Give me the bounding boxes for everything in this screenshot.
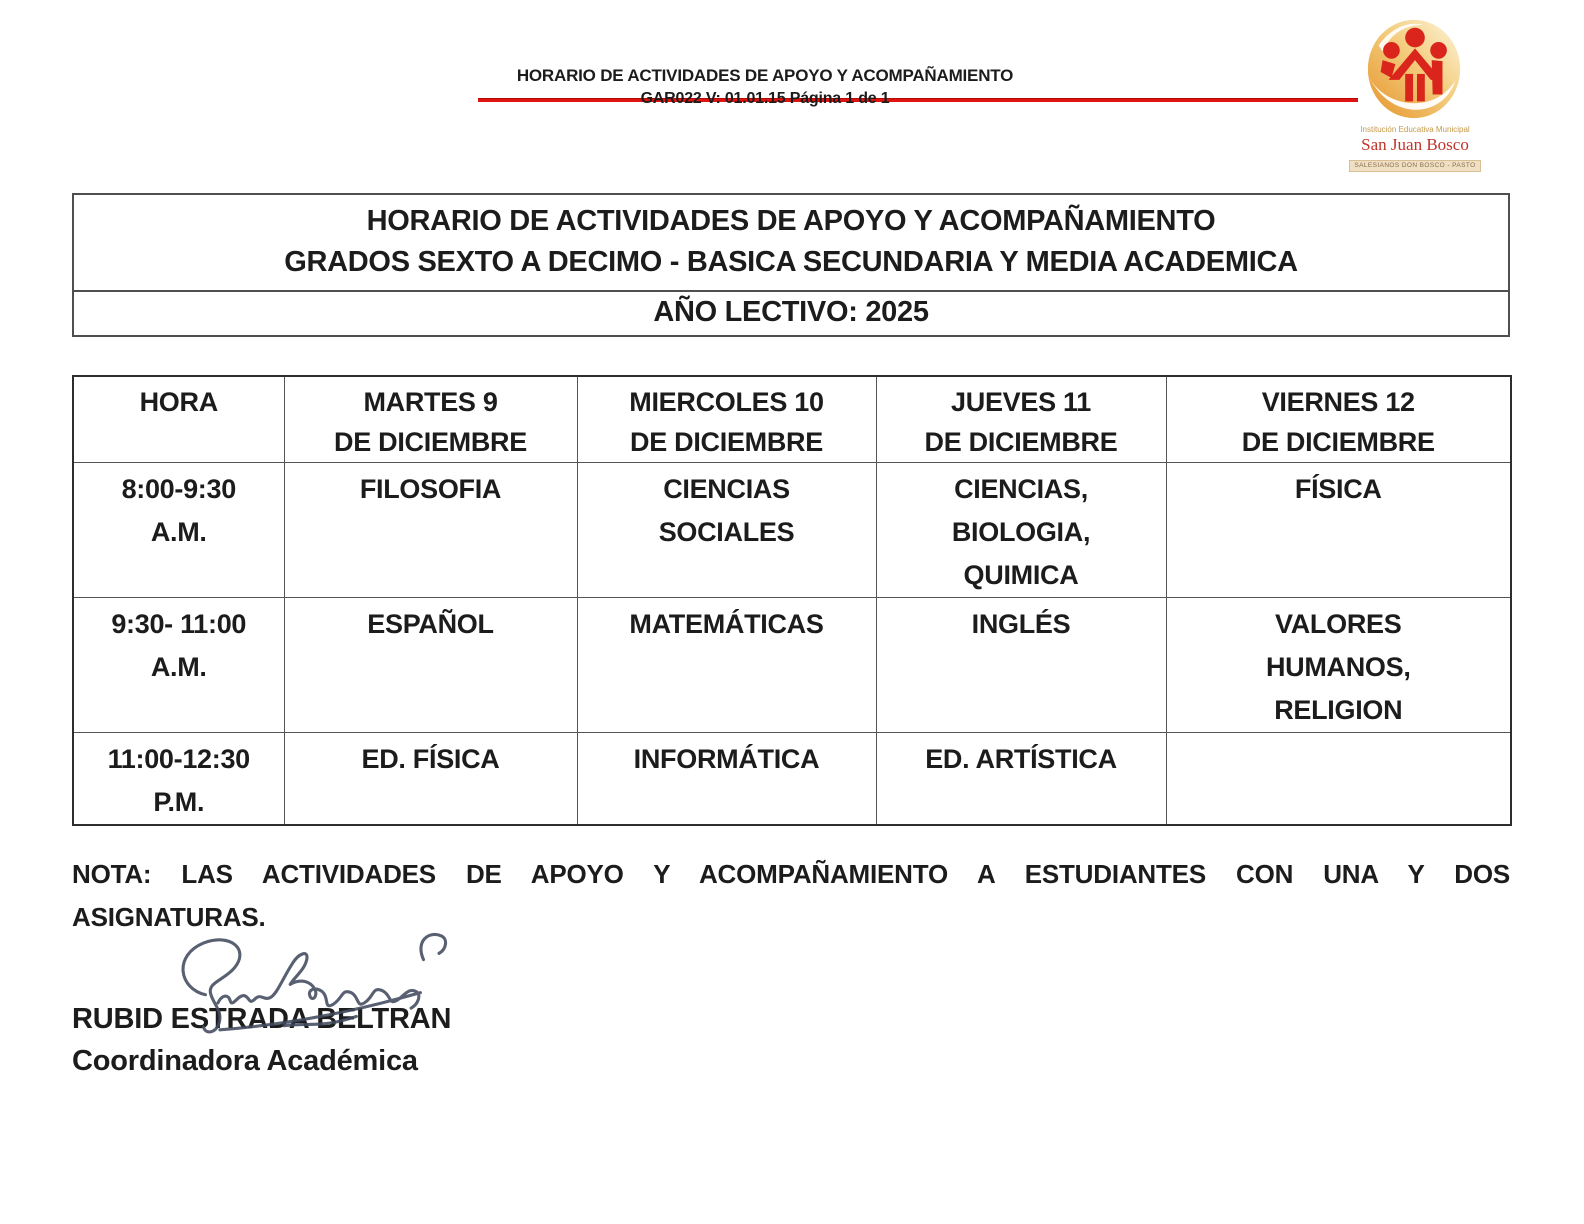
subject-text: INGLÉS [971,609,1071,639]
subject-text: FÍSICA [1294,474,1382,504]
hora-text: P.M. [153,787,205,817]
subject-text: MATEMÁTICAS [629,609,824,639]
subject-text: SOCIALES [658,517,795,547]
column-header-miercoles [577,376,876,463]
document-header-code: GAR022 V: 01.01.15 Página 1 de 1 [640,90,890,107]
schedule-table [72,375,1512,826]
column-header-hora [73,376,284,463]
schedule-row-3 [73,733,1511,826]
school-logo-institution-type: Institución Educativa Municipal [1360,125,1470,134]
hora-text: 11:00-12:30 [107,744,250,774]
schedule-row-2 [73,598,1511,733]
signer-title: Coordinadora Académica [72,1045,418,1077]
school-logo-icon [1356,16,1474,124]
school-logo [1340,16,1490,172]
title-line-2: GRADOS SEXTO A DECIMO - BASICA SECUNDARIA Y MEDIA ACADEMICA [284,246,1298,278]
schedule-cell [284,463,577,598]
schedule-cell [284,598,577,733]
subject-text: INFORMÁTICA [633,744,820,774]
column-header-text: VIERNES 12 [1261,387,1415,417]
school-logo-name: San Juan Bosco [1361,135,1469,154]
signer-name: RUBID ESTRADA BELTRAN [72,1003,452,1035]
hora-cell [73,463,284,598]
column-header-text: JUEVES 11 [951,387,1091,417]
subject-text: ED. FÍSICA [361,744,500,774]
hora-text: A.M. [150,652,207,682]
subject-text: CIENCIAS [663,474,790,504]
column-header-text: DE DICIEMBRE [630,427,823,457]
hora-cell [73,733,284,826]
hora-cell [73,598,284,733]
subject-text: QUIMICA [963,560,1079,590]
title-box [72,193,1510,337]
schedule-cell [1166,463,1511,598]
schedule-cell [876,463,1166,598]
schedule-row-1 [73,463,1511,598]
subject-text: BIOLOGIA, [951,517,1091,547]
subject-text: ED. ARTÍSTICA [925,744,1117,774]
column-header-jueves [876,376,1166,463]
document-header-title: HORARIO DE ACTIVIDADES DE APOYO Y ACOMPAÑAMIENTO [516,66,1014,85]
column-header-text: DE DICIEMBRE [924,427,1118,457]
schedule-cell [876,598,1166,733]
subject-text: RELIGION [1274,695,1403,725]
schedule-cell [284,733,577,826]
signer-block [72,998,451,1082]
schedule-cell-empty [1166,733,1511,826]
column-header-martes [284,376,577,463]
title-year: AÑO LECTIVO: 2025 [653,296,929,328]
schedule-cell [577,598,876,733]
column-header-text: MARTES 9 [363,387,498,417]
schedule-header-row [73,376,1511,463]
hora-text: 8:00-9:30 [121,474,236,504]
note-line-2: ASIGNATURAS. [72,902,266,932]
schedule-cell [1166,598,1511,733]
school-logo-subtitle: SALESIANOS DON BOSCO - PASTO [1349,160,1480,172]
column-header-text: DE DICIEMBRE [334,427,527,457]
column-header-text: DE DICIEMBRE [1241,427,1435,457]
column-header-text: MIERCOLES 10 [629,387,824,417]
hora-text: A.M. [150,517,207,547]
title-line-1: HORARIO DE ACTIVIDADES DE APOYO Y ACOMPAÑAMIENTO [366,205,1216,237]
note-line-1: NOTA: LAS ACTIVIDADES DE APOYO Y ACOMPAÑAMIENTO A ESTUDIANTES CON UNA Y DOS [72,859,1510,889]
title-box-main [74,195,1508,292]
subject-text: VALORES [1275,609,1402,639]
column-header-text: HORA [139,387,218,417]
subject-text: FILOSOFIA [359,474,502,504]
schedule-cell [876,733,1166,826]
column-header-viernes [1166,376,1511,463]
subject-text: HUMANOS, [1265,652,1411,682]
subject-text: CIENCIAS, [954,474,1088,504]
document-header [0,64,1530,110]
subject-text: ESPAÑOL [367,609,494,639]
hora-text: 9:30- 11:00 [111,609,247,639]
note-paragraph [72,853,1510,939]
schedule-cell [577,463,876,598]
schedule-cell [577,733,876,826]
